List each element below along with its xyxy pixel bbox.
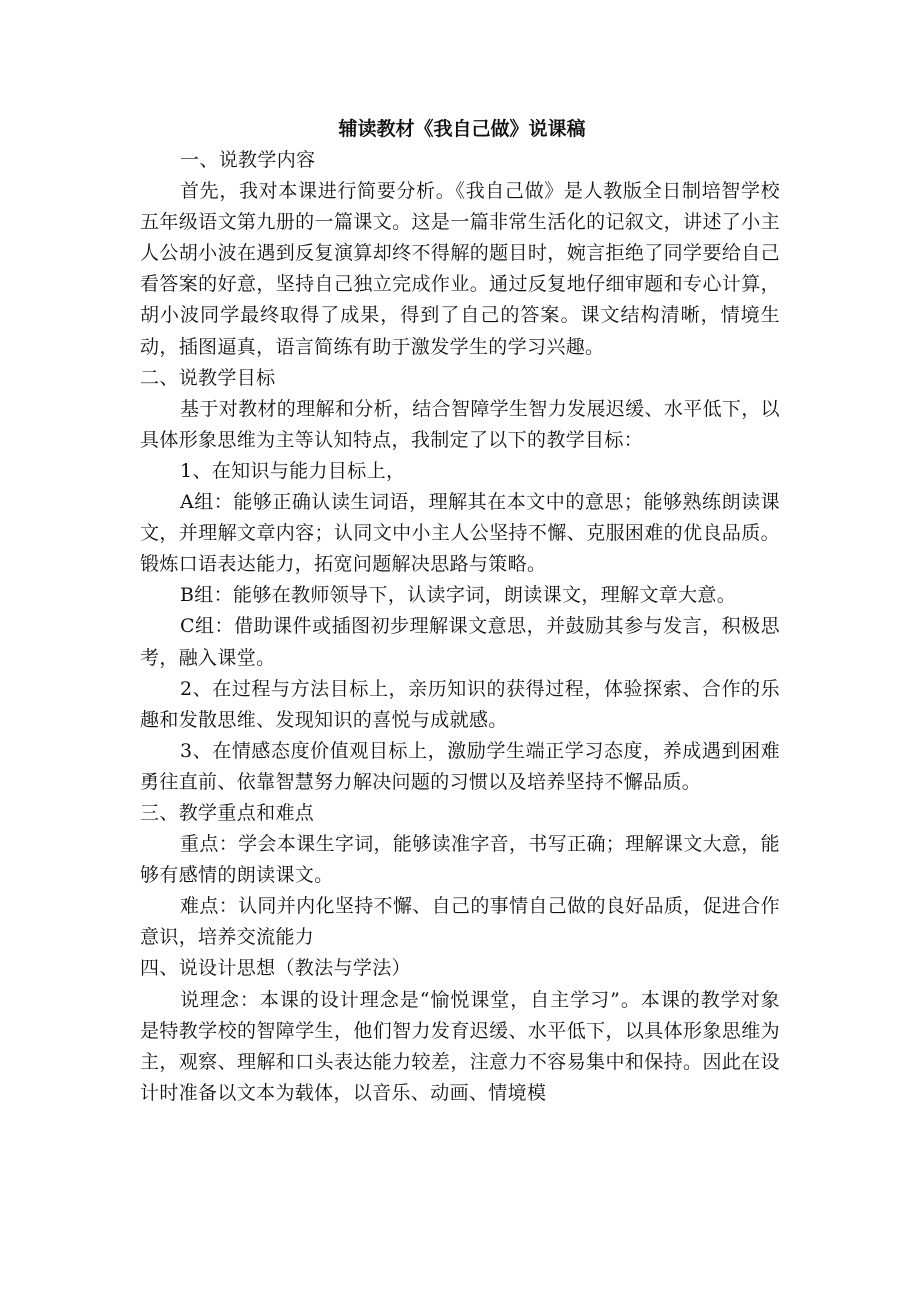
paragraph-difficulties: 难点：认同并内化坚持不懈、自己的事情自己做的良好品质，促进合作意识，培养交流能力 — [140, 895, 780, 949]
paragraph-goals-intro: 基于对教材的理解和分析，结合智障学生智力发展迟缓、水平低下，以具体形象思维为主等认知特点，我制定了以下的教学目标： — [140, 397, 780, 451]
paragraph-keypoints: 重点：学会本课生字词，能够读准字音，书写正确；理解课文大意，能够有感情的朗读课文。 — [140, 833, 780, 887]
paragraph-goal-1: 1、在知识与能力目标上， — [180, 459, 406, 482]
section-heading-design: 四、说设计思想（教法与学法） — [140, 957, 411, 980]
paragraph-group-c: C组：借助课件或插图初步理解课文意思，并鼓励其参与发言，积极思考，融入课堂。 — [140, 615, 780, 669]
document-title: 辅读教材《我自己做》说课稿 — [338, 118, 586, 140]
document-page — [140, 114, 780, 1109]
paragraph-goal-2: 2、在过程与方法目标上，亲历知识的获得过程，体验探索、合作的乐趣和发散思维、发现知识的喜悦与成就感。 — [140, 677, 780, 731]
section-heading-keypoints: 三、教学重点和难点 — [140, 801, 315, 824]
paragraph-design-concept: 说理念：本课的设计理念是“愉悦课堂，自主学习”。本课的教学对象是特教学校的智障学生，他们智力发育迟缓、水平低下，以具体形象思维为主，观察、理解和口头表达能力较差，注意力不容易集中和保持。因此在设计时准备以文本为载体，以音乐、动画、情境模 — [140, 988, 780, 1104]
paragraph-group-a: A组：能够正确认读生词语，理解其在本文中的意思；能够熟练朗读课文，并理解文章内容；认同文中小主人公坚持不懈、克服困难的优良品质。锻炼口语表达能力，拓宽问题解决思路与策略。 — [140, 491, 780, 576]
paragraph-analysis: 首先，我对本课进行简要分析。《我自己做》是人教版全日制培智学校五年级语文第九册的一篇课文。这是一篇非常生活化的记叙文，讲述了小主人公胡小波在遇到反复演算却终不得解的题目时，婉言拒绝了同学要给自己看答案的好意，坚持自己独立完成作业。通过反复地仔细审题和专心计算，胡小波同学最终取得了成果，得到了自己的答案。课文结构清晰，情境生动，插图逼真，语言简练有助于激发学生的学习兴趣。 — [140, 180, 780, 358]
paragraph-group-b: B组：能够在教师领导下，认读字词，朗读课文，理解文章大意。 — [180, 584, 737, 607]
section-heading-goals: 二、说教学目标 — [140, 366, 276, 389]
paragraph-goal-3: 3、在情感态度价值观目标上，激励学生端正学习态度，养成遇到困难勇往直前、依靠智慧努力解决问题的习惯以及培养坚持不懈品质。 — [140, 739, 780, 793]
section-heading-content: 一、说教学内容 — [180, 149, 316, 171]
